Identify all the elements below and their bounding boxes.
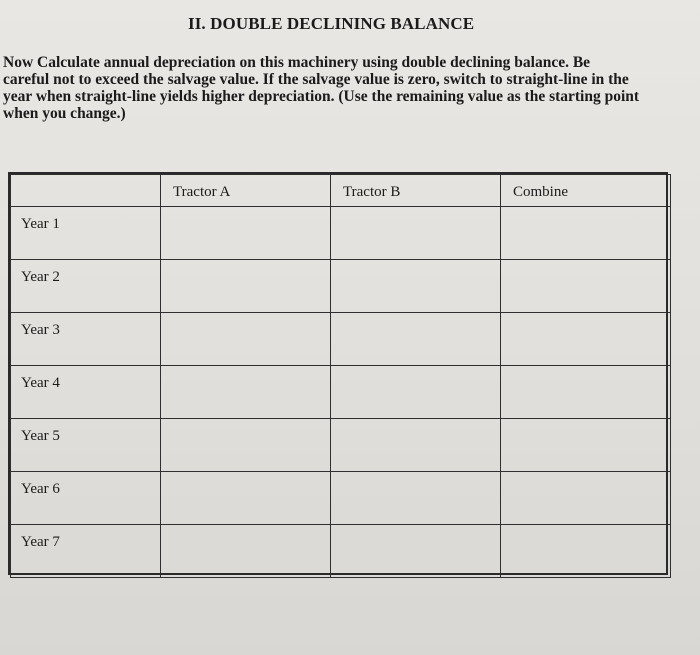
instruction-line: when you change.) — [3, 105, 126, 122]
answer-cell[interactable] — [501, 525, 671, 578]
table-row — [11, 525, 671, 578]
row-label-year-7: Year 7 — [11, 525, 161, 578]
answer-cell[interactable] — [331, 419, 501, 472]
answer-cell[interactable] — [331, 525, 501, 578]
instruction-line: Now Calculate annual depreciation on this machinery using double declining balance. Be — [3, 54, 591, 71]
instructions-paragraph — [3, 54, 687, 122]
instruction-line: careful not to exceed the salvage value. If the salvage value is zero, switch to straight-line in the — [3, 71, 629, 88]
answer-cell[interactable] — [331, 366, 501, 419]
answer-cell[interactable] — [161, 419, 331, 472]
depreciation-table — [8, 172, 668, 575]
column-header-tractor-a: Tractor A — [161, 175, 331, 207]
table-row — [11, 472, 671, 525]
column-header-tractor-b: Tractor B — [331, 175, 501, 207]
table-row — [11, 366, 671, 419]
answer-cell[interactable] — [501, 472, 671, 525]
answer-cell[interactable] — [501, 207, 671, 260]
answer-cell[interactable] — [501, 313, 671, 366]
answer-cell[interactable] — [331, 472, 501, 525]
column-header-combine: Combine — [501, 175, 671, 207]
table-row — [11, 260, 671, 313]
section-heading: II. DOUBLE DECLINING BALANCE — [188, 14, 475, 33]
table-header-row — [11, 175, 671, 207]
table-row — [11, 419, 671, 472]
row-label-year-3: Year 3 — [11, 313, 161, 366]
row-label-year-1: Year 1 — [11, 207, 161, 260]
answer-cell[interactable] — [161, 525, 331, 578]
answer-cell[interactable] — [501, 419, 671, 472]
row-label-year-5: Year 5 — [11, 419, 161, 472]
row-label-year-6: Year 6 — [11, 472, 161, 525]
instruction-line: year when straight-line yields higher depreciation. (Use the remaining value as the starting point — [3, 88, 640, 105]
answer-cell[interactable] — [331, 260, 501, 313]
corner-cell — [11, 175, 161, 207]
answer-cell[interactable] — [501, 260, 671, 313]
answer-cell[interactable] — [331, 207, 501, 260]
answer-cell[interactable] — [161, 366, 331, 419]
answer-cell[interactable] — [161, 207, 331, 260]
row-label-year-4: Year 4 — [11, 366, 161, 419]
answer-cell[interactable] — [161, 472, 331, 525]
answer-cell[interactable] — [501, 366, 671, 419]
table-row — [11, 313, 671, 366]
answer-cell[interactable] — [331, 313, 501, 366]
answer-cell[interactable] — [161, 313, 331, 366]
answer-cell[interactable] — [161, 260, 331, 313]
row-label-year-2: Year 2 — [11, 260, 161, 313]
table-row — [11, 207, 671, 260]
